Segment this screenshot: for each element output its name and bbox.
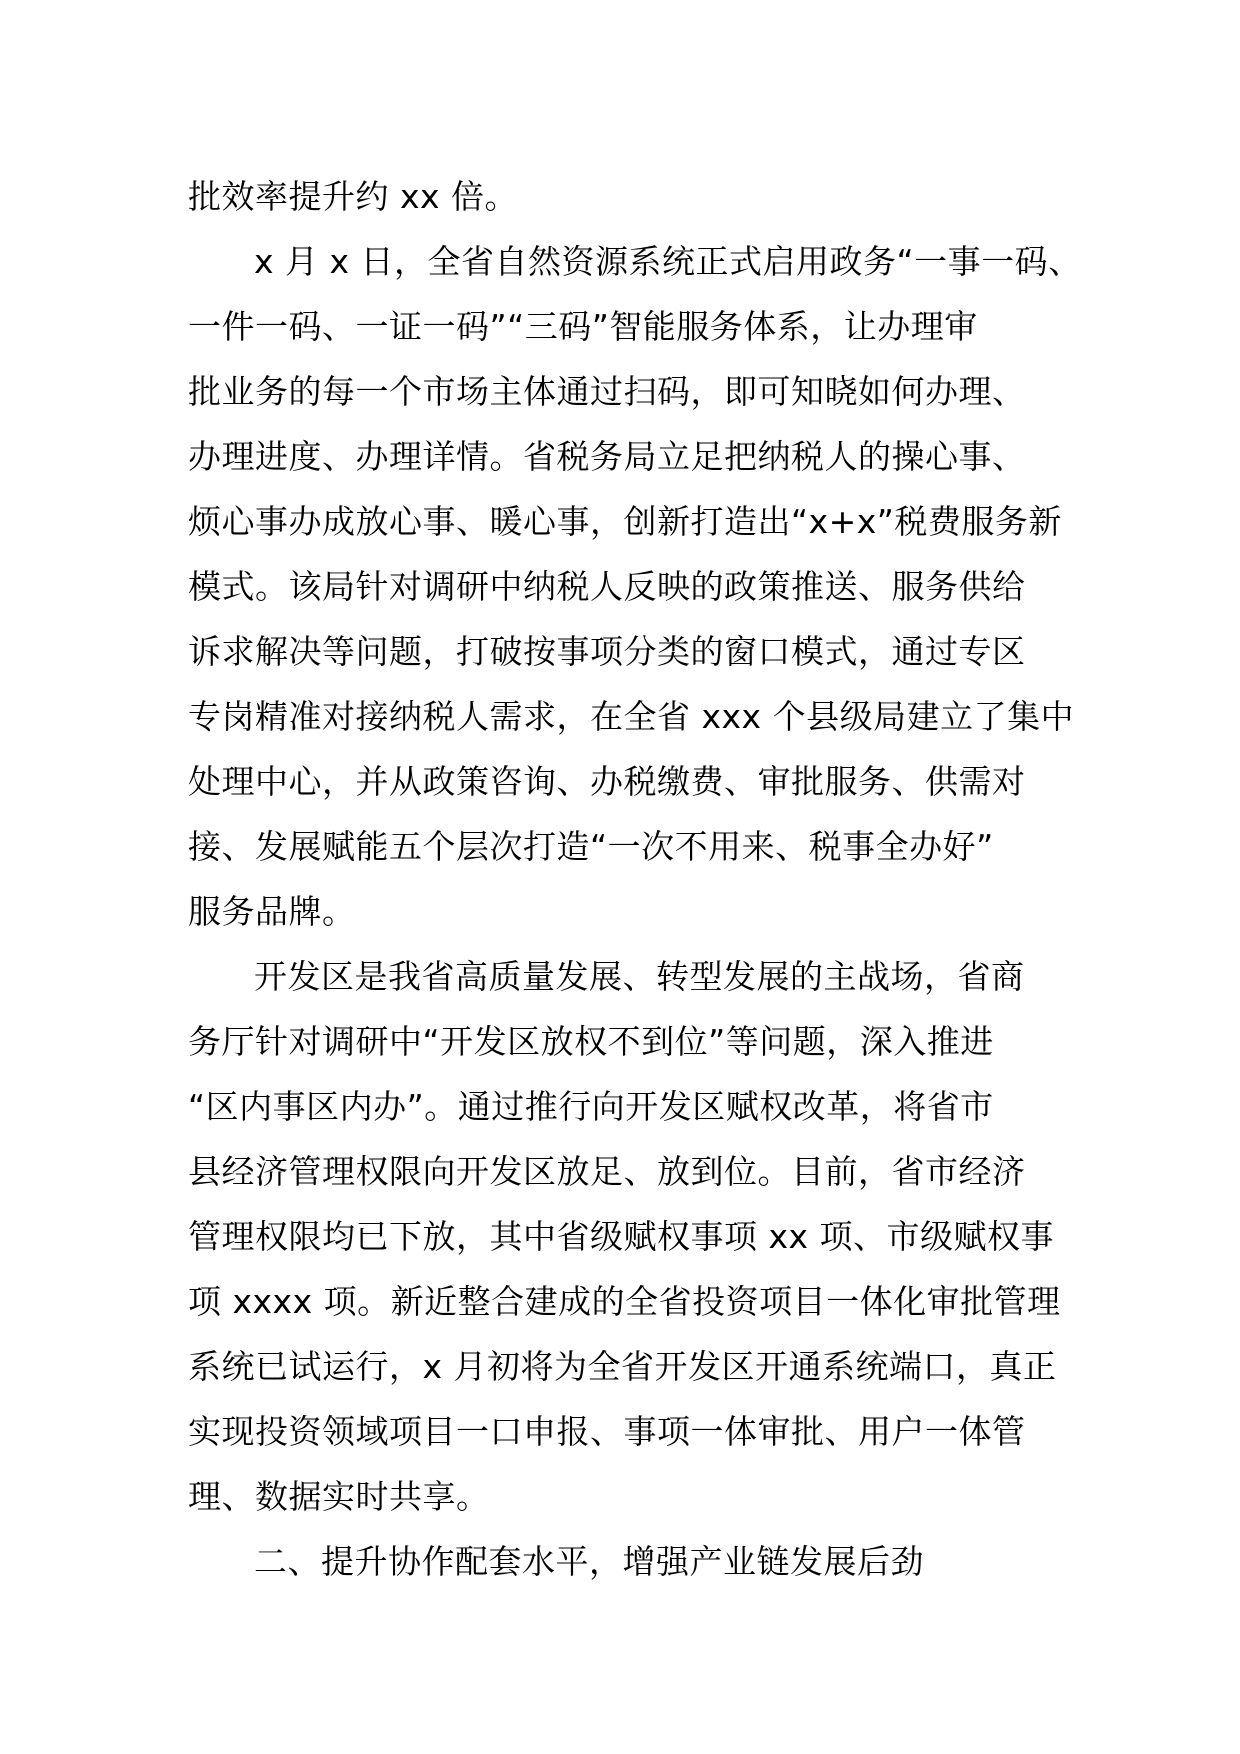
- text-line: 诉求解决等问题，打破按事项分类的窗口模式，通过专区: [188, 632, 1026, 671]
- paragraph-start-line: x 月 x 日，全省自然资源系统正式启用政务“一事一码、: [254, 242, 1082, 281]
- text-line: “区内事区内办”。通过推行向开发区赋权改革，将省市: [188, 1087, 994, 1126]
- text-line: 服务品牌。: [188, 892, 356, 931]
- document-body: [188, 164, 1082, 1594]
- paragraph-start-line: 开发区是我省高质量发展、转型发展的主战场，省商: [254, 957, 1025, 996]
- text-line: 专岗精准对接纳税人需求，在全省 xxx 个县级局建立了集中: [188, 697, 1075, 736]
- section-heading: 二、提升协作配套水平，增强产业链发展后劲: [254, 1542, 924, 1581]
- text-line: 管理权限均已下放，其中省级赋权事项 xx 项、市级赋权事: [188, 1217, 1055, 1256]
- text-line: 模式。该局针对调研中纳税人反映的政策推送、服务供给: [188, 567, 1026, 606]
- text-line: 批业务的每一个市场主体通过扫码，即可知晓如何办理、: [188, 372, 1026, 411]
- text-line: 务厅针对调研中“开发区放权不到位”等问题，深入推进: [188, 1022, 994, 1061]
- text-line: 理、数据实时共享。: [188, 1477, 490, 1516]
- text-line: 一件一码、一证一码”“三码”智能服务体系，让办理审: [188, 307, 978, 346]
- text-line: 处理中心，并从政策咨询、办税缴费、审批服务、供需对: [188, 762, 1026, 801]
- text-line: 烦心事办成放心事、暖心事，创新打造出“x+x”税费服务新: [188, 502, 1062, 541]
- text-line: 实现投资领域项目一口申报、事项一体审批、用户一体管: [188, 1412, 1026, 1451]
- text-line: 项 xxxx 项。新近整合建成的全省投资项目一体化审批管理: [188, 1282, 1061, 1321]
- text-line: 接、发展赋能五个层次打造“一次不用来、税事全办好”: [188, 827, 994, 866]
- text-line: 系统已试运行，x 月初将为全省开发区开通系统端口，真正: [188, 1347, 1057, 1386]
- text-line: 批效率提升约 xx 倍。: [188, 177, 519, 216]
- text-line: 办理进度、办理详情。省税务局立足把纳税人的操心事、: [188, 437, 1026, 476]
- text-line: 县经济管理权限向开发区放足、放到位。目前，省市经济: [188, 1152, 1026, 1191]
